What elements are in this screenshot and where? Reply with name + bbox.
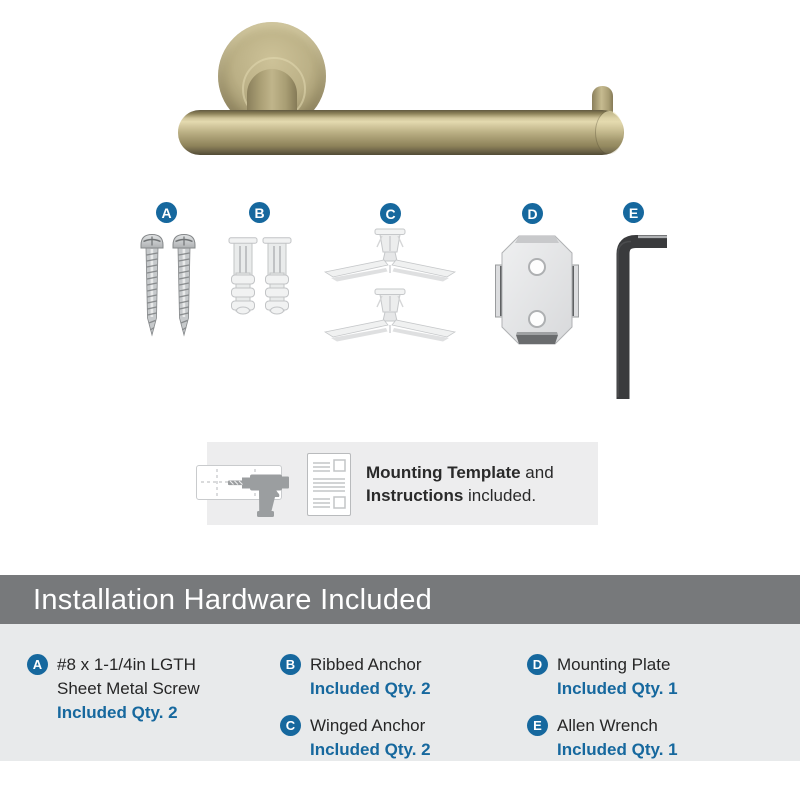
legend-a-line1: #8 x 1-1/4in LGTH <box>57 655 196 674</box>
note-included: included. <box>463 486 537 505</box>
installation-banner <box>0 575 800 624</box>
hardware-tag-c-letter: C <box>385 205 396 222</box>
legend-tag-d-letter: D <box>532 657 543 672</box>
hardware-tag-e-letter: E <box>628 204 639 221</box>
legend-tag-c <box>280 715 301 736</box>
legend-c-qty: Included Qty. 2 <box>310 740 431 759</box>
legend-c-line1: Winged Anchor <box>310 716 426 735</box>
screws-icon <box>138 232 198 340</box>
note-template-label: Mounting Template <box>366 463 521 482</box>
drill-icon <box>228 467 298 517</box>
legend-item-a <box>27 653 200 725</box>
hardware-tag-b <box>249 202 270 223</box>
hardware-tag-a-letter: A <box>161 204 172 221</box>
legend-item-b <box>280 653 431 701</box>
hardware-tag-c <box>380 203 401 224</box>
hardware-tag-d <box>522 203 543 224</box>
legend-a-line2: Sheet Metal Screw <box>57 679 200 698</box>
banner-title: Installation Hardware Included <box>33 584 433 616</box>
legend-tag-b-letter: B <box>285 657 296 672</box>
legend-tag-e <box>527 715 548 736</box>
holder-bar <box>178 110 624 155</box>
instructions-doc-icon <box>307 453 351 516</box>
legend-e-qty: Included Qty. 1 <box>557 740 678 759</box>
legend-item-c <box>280 714 431 762</box>
legend-d-line1: Mounting Plate <box>557 655 671 674</box>
note-text <box>366 461 576 507</box>
legend-tag-b <box>280 654 301 675</box>
legend-item-d <box>527 653 678 701</box>
legend-tag-a-letter: A <box>32 657 43 672</box>
legend-tag-c-letter: C <box>285 718 296 733</box>
hardware-tag-a <box>156 202 177 223</box>
legend-a-qty: Included Qty. 2 <box>57 703 178 722</box>
ribbed-anchors-icon <box>228 237 292 315</box>
legend-tag-d <box>527 654 548 675</box>
winged-anchors-icon <box>323 228 457 346</box>
legend-b-qty: Included Qty. 2 <box>310 679 431 698</box>
allen-wrench-icon <box>612 229 676 409</box>
legend-tag-a <box>27 654 48 675</box>
hardware-tag-e <box>623 202 644 223</box>
note-instructions-label: Instructions <box>366 486 464 505</box>
legend-e-line1: Allen Wrench <box>557 716 658 735</box>
mounting-plate-icon <box>495 235 579 345</box>
legend-b-line1: Ribbed Anchor <box>310 655 422 674</box>
note-and: and <box>520 463 554 482</box>
legend-item-e <box>527 714 678 762</box>
legend-d-qty: Included Qty. 1 <box>557 679 678 698</box>
hardware-tag-d-letter: D <box>527 205 538 222</box>
legend-tag-e-letter: E <box>533 718 542 733</box>
hardware-tag-b-letter: B <box>254 204 265 221</box>
